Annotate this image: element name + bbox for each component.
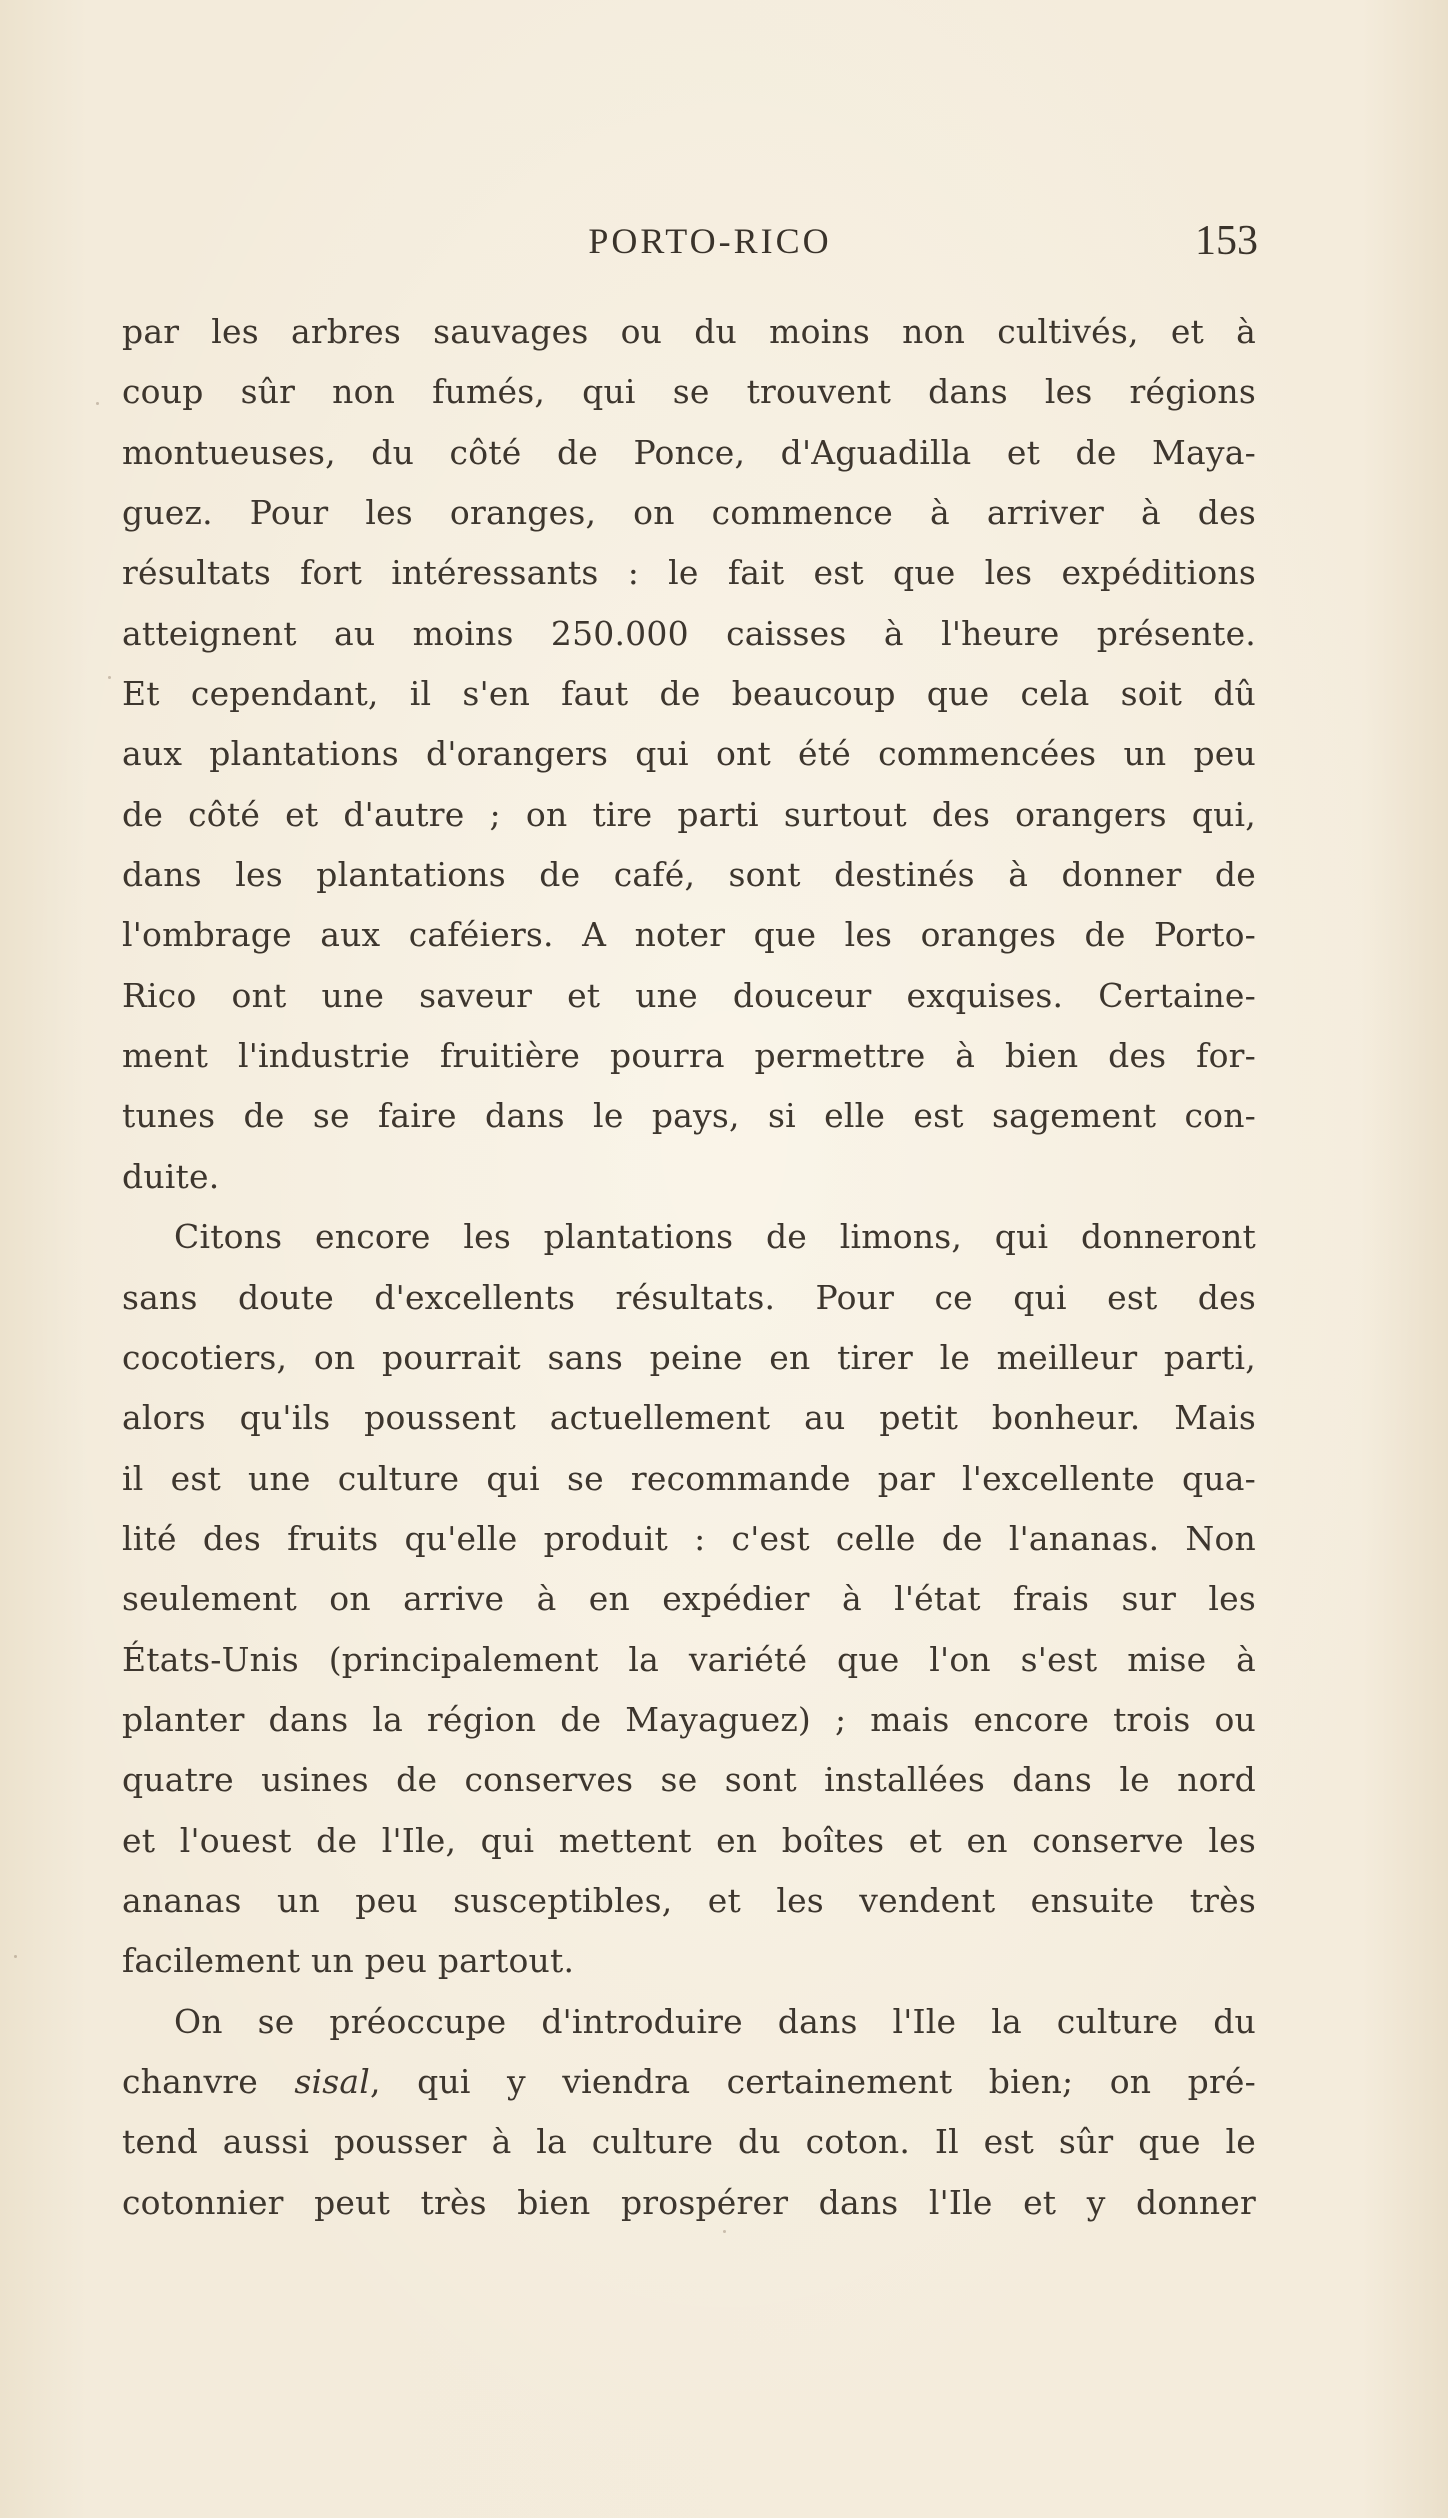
text-line: il est une culture qui se recommande par l'excellente qua- bbox=[122, 1458, 1256, 1498]
text-line: cocotiers, on pourrait sans peine en tirer le meilleur parti, bbox=[122, 1337, 1256, 1377]
text-line: seulement on arrive à en expédier à l'état frais sur les bbox=[122, 1579, 1256, 1619]
text-line: ment l'industrie fruitière pourra permettre à bien des for- bbox=[122, 1036, 1256, 1076]
text-line: coup sûr non fumés, qui se trouvent dans les régions bbox=[122, 372, 1256, 412]
text-line: de côté et d'autre ; on tire parti surtout des orangers qui, bbox=[122, 794, 1256, 834]
text-line: tend aussi pousser à la culture du coton. Il est sûr que le bbox=[122, 2122, 1256, 2162]
text-line: sans doute d'excellents résultats. Pour ce qui est des bbox=[122, 1277, 1256, 1317]
text-line: dans les plantations de café, sont destinés à donner de bbox=[122, 855, 1256, 895]
text-line: quatre usines de conserves se sont installées dans le nord bbox=[122, 1760, 1256, 1800]
text-line: lité des fruits qu'elle produit : c'est celle de l'ananas. Non bbox=[122, 1518, 1256, 1558]
text-line: On se préoccupe d'introduire dans l'Ile la culture du bbox=[174, 2001, 1256, 2041]
page-number: 153 bbox=[1195, 218, 1258, 264]
text-line: alors qu'ils poussent actuellement au petit bonheur. Mais bbox=[122, 1398, 1256, 1438]
text-line: cotonnier peut très bien prospérer dans l'Ile et y donner bbox=[122, 2182, 1256, 2222]
italic-term: sisal bbox=[294, 2061, 371, 2101]
text-line: montueuses, du côté de Ponce, d'Aguadilla et de Maya- bbox=[122, 432, 1256, 472]
text-line: chanvre sisal, qui y viendra certainement bien; on pré- bbox=[122, 2061, 1256, 2101]
running-title: PORTO-RICO bbox=[588, 221, 832, 261]
text-line: aux plantations d'orangers qui ont été commencées un peu bbox=[122, 734, 1256, 774]
text-line: Rico ont une saveur et une douceur exquises. Certaine- bbox=[122, 975, 1256, 1015]
text-line: résultats fort intéressants : le fait est que les expéditions bbox=[122, 553, 1256, 593]
text-line: États-Unis (principalement la variété que l'on s'est mise à bbox=[122, 1639, 1256, 1679]
text-line: planter dans la région de Mayaguez) ; mais encore trois ou bbox=[122, 1699, 1256, 1739]
text-line: Citons encore les plantations de limons, qui donneront bbox=[174, 1217, 1256, 1257]
text-line: l'ombrage aux caféiers. A noter que les oranges de Porto- bbox=[122, 915, 1256, 955]
text-line: tunes de se faire dans le pays, si elle est sagement con- bbox=[122, 1096, 1256, 1136]
text-line: guez. Pour les oranges, on commence à arriver à des bbox=[122, 493, 1256, 533]
text-line: facilement un peu partout. bbox=[122, 1941, 575, 1981]
text-line: atteignent au moins 250.000 caisses à l'heure présente. bbox=[122, 613, 1256, 653]
text-line: ananas un peu susceptibles, et les vendent ensuite très bbox=[122, 1880, 1256, 1920]
running-head bbox=[0, 216, 1448, 266]
text-line: duite. bbox=[122, 1156, 220, 1196]
text-line: par les arbres sauvages ou du moins non cultivés, et à bbox=[122, 312, 1256, 351]
body-text bbox=[122, 302, 1256, 2233]
text-line: Et cependant, il s'en faut de beaucoup que cela soit dû bbox=[122, 674, 1256, 714]
text-line: et l'ouest de l'Ile, qui mettent en boîtes et en conserve les bbox=[122, 1820, 1256, 1860]
